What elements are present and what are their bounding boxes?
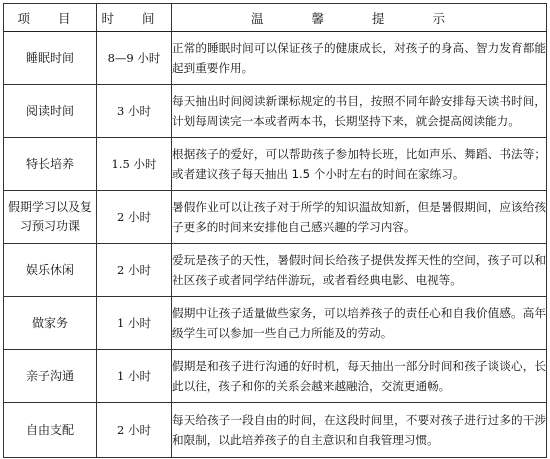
row-item: 假期学习以及复习预习功课 [4,191,97,244]
row-item: 特长培养 [4,138,97,191]
table-row [4,350,547,403]
row-tip: 爱玩是孩子的天性，暑假时间长给孩子提供发挥天性的空间，孩子可以和社区孩子或者同学结伴游玩，或者看经典电影、电视等。 [172,244,547,297]
row-tip: 每天抽出时间阅读新课标规定的书目，按照不同年龄安排每天读书时间，计划每周读完一本或者两本书，长期坚持下来，就会提高阅读能力。 [172,85,547,138]
row-time: 8—9 小时 [97,32,172,85]
row-item: 自由支配 [4,403,97,458]
row-time: 2 小时 [97,191,172,244]
table-row [4,85,547,138]
row-item: 阅读时间 [4,85,97,138]
header-time: 时 间 [97,4,172,32]
row-time: 2 小时 [97,244,172,297]
table-header-row [4,4,547,32]
row-item: 睡眠时间 [4,32,97,85]
header-tip: 温 馨 提 示 [172,4,547,32]
row-time: 2 小时 [97,403,172,458]
table-row [4,244,547,297]
row-time: 1 小时 [97,350,172,403]
row-item: 娱乐休闲 [4,244,97,297]
row-item: 做家务 [4,297,97,350]
table-row [4,32,547,85]
row-tip: 假期是和孩子进行沟通的好时机，每天抽出一部分时间和孩子谈谈心，长此以往，孩子和你的关系会越来越融洽，交流更通畅。 [172,350,547,403]
row-time: 1 小时 [97,297,172,350]
row-time: 3 小时 [97,85,172,138]
row-tip: 暑假作业可以让孩子对于所学的知识温故知新，但是暑假期间，应该给孩子更多的时间来安排他自己感兴趣的学习内容。 [172,191,547,244]
table-row [4,403,547,458]
table-row [4,138,547,191]
summer-schedule-sheet [3,3,546,455]
header-item: 项 目 [4,4,97,32]
row-tip: 假期中让孩子适量做些家务，可以培养孩子的责任心和自我价值感。高年级学生可以参加一些自己力所能及的劳动。 [172,297,547,350]
row-tip: 正常的睡眠时间可以保证孩子的健康成长，对孩子的身高、智力发育都能起到重要作用。 [172,32,547,85]
row-time: 1.5 小时 [97,138,172,191]
row-tip: 根据孩子的爱好，可以帮助孩子参加特长班，比如声乐、舞蹈、书法等；或者建议孩子每天抽出 1.5 个小时左右的时间在家练习。 [172,138,547,191]
row-tip: 每天给孩子一段自由的时间，在这段时间里，不要对孩子进行过多的干涉和限制，以此培养孩子的自主意识和自我管理习惯。 [172,403,547,458]
summer-schedule-table [3,3,547,458]
table-row [4,191,547,244]
row-item: 亲子沟通 [4,350,97,403]
table-row [4,297,547,350]
